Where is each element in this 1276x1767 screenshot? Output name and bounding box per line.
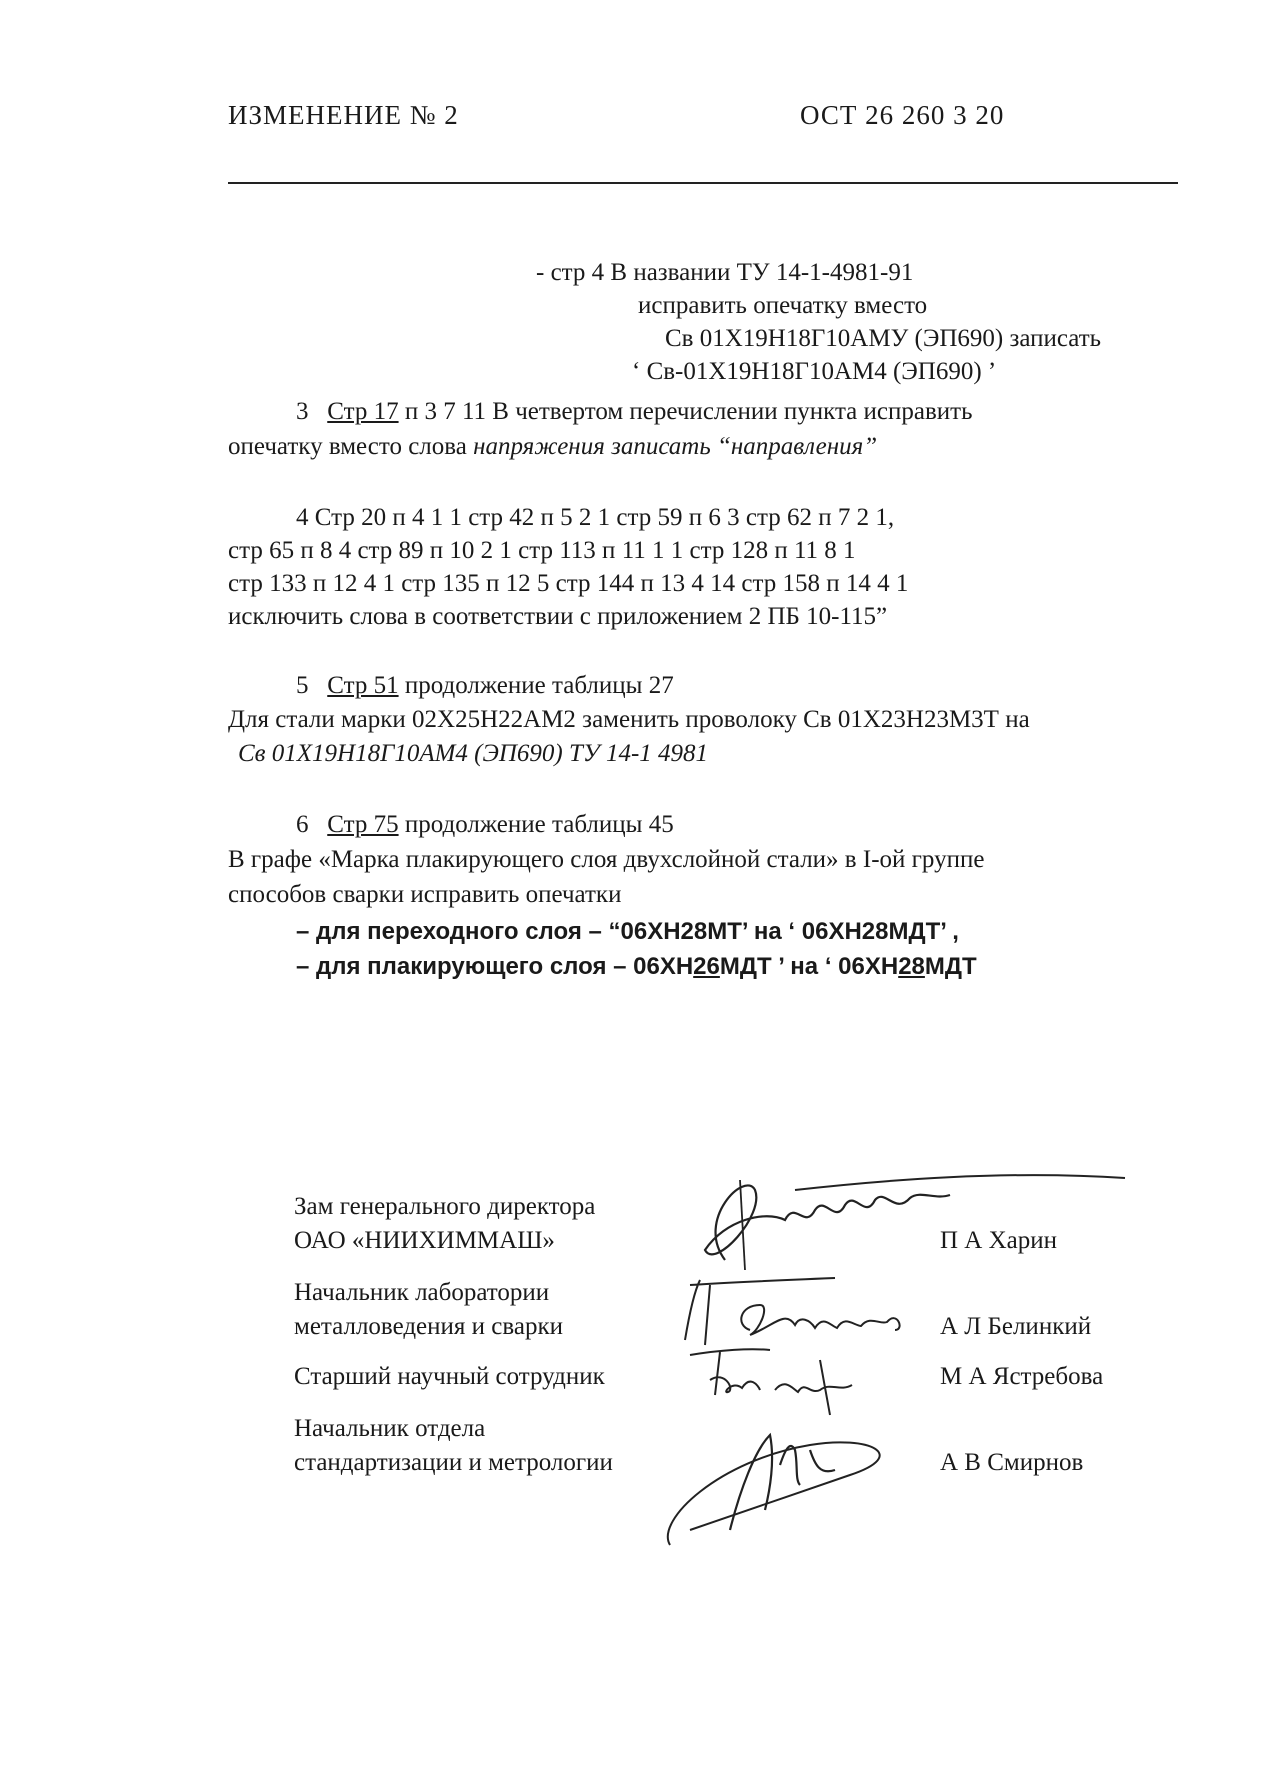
item6-text: продолжение таблицы 45 [404,811,674,838]
item3-line2 [228,432,877,462]
item6-bullet-2 [296,952,977,982]
item6-number: 6 [296,811,309,838]
item6-bullet2-old-digits: 26 [693,953,720,980]
signer3-name: М А Ястребова [940,1363,1104,1390]
signer2-title-line1: Начальник лаборатории [294,1279,550,1306]
standard-code: ОСТ 26 260 3 20 [800,100,1005,130]
signature-kharin [685,1160,1145,1285]
signer1-title-line2: ОАО «НИИХИММАШ» [294,1227,555,1254]
item2-line3: Св 01Х19Н18Г10АМУ (ЭП690) записать [665,325,1102,352]
item3-word-new: записать “направления” [611,433,878,460]
signature-smirnov [660,1420,920,1565]
item4-line3: стр 133 п 12 4 1 стр 135 п 12 5 стр 144 п 13 4 14 стр 158 п 14 4 1 [228,570,909,597]
signer4-name: А В Смирнов [940,1449,1084,1476]
item6-bullet2-part-a: – для плакирующего слоя – 06ХН [296,953,694,980]
item5-line2: Для стали марки 02Х25Н22АМ2 заменить проволоку Св 01Х23Н23М3Т на [228,706,1030,733]
item3-word-old: напряжения [473,433,605,460]
change-number-title: ИЗМЕНЕНИЕ № 2 [228,100,459,130]
item5-text: продолжение таблицы 27 [404,672,674,699]
signature-yastrebova [680,1340,880,1425]
item6-line1 [296,810,674,840]
item5-page-ref: Стр 51 [327,672,399,699]
header-divider [228,182,1178,184]
item6-line3: способов сварки исправить опечатки [228,881,622,908]
item3-line2-start: опечатку вместо слова [228,433,467,460]
signer2-title-line2: металловедения и сварки [294,1313,563,1340]
item2-line2: исправить опечатку вместо [638,292,928,319]
item6-bullet-1: – для переходного слоя – “06ХН28МТ’ на ‘ 06ХН28МДТ’ , [296,918,959,945]
item2-line1: - стр 4 В названии ТУ 14-1-4981-91 [536,259,914,286]
item6-bullet2-new-digits: 28 [898,953,925,980]
item3-page-ref: Стр 17 [327,398,399,425]
item5-line1 [296,671,674,701]
item3-text: п 3 7 11 В четвертом перечислении пункта исправить [404,398,973,425]
item3-number: 3 [296,398,309,425]
signer4-title-line2: стандартизации и метрологии [294,1449,613,1476]
signer4-title-line1: Начальник отдела [294,1415,486,1442]
item4-line2: стр 65 п 8 4 стр 89 п 10 2 1 стр 113 п 11 1 1 стр 128 п 11 8 1 [228,537,856,564]
item6-page-ref: Стр 75 [327,811,399,838]
signer3-title-line1: Старший научный сотрудник [294,1363,605,1390]
signer1-title-line1: Зам генерального директора [294,1193,596,1220]
item4-line1: 4 Стр 20 п 4 1 1 стр 42 п 5 2 1 стр 59 п 6 3 стр 62 п 7 2 1, [296,504,895,531]
item5-line3: Св 01Х19Н18Г10АМ4 (ЭП690) ТУ 14-1 4981 [238,740,709,767]
item6-line2: В графе «Марка плакирующего слоя двухслойной стали» в I-ой группе [228,846,985,873]
item2-line4: ‘ Св-01Х19Н18Г10АМ4 (ЭП690) ’ [632,358,997,385]
signer1-name: П А Харин [940,1227,1058,1254]
item6-bullet2-part-b: МДТ ’ на ‘ 06ХН [719,953,899,980]
item4-line4: исключить слова в соответствии с приложением 2 ПБ 10-115” [228,603,888,630]
item3-line1 [296,397,972,427]
signer2-name: А Л Белинкий [940,1313,1092,1340]
item5-number: 5 [296,672,309,699]
item6-bullet2-part-c: МДТ [924,953,977,980]
